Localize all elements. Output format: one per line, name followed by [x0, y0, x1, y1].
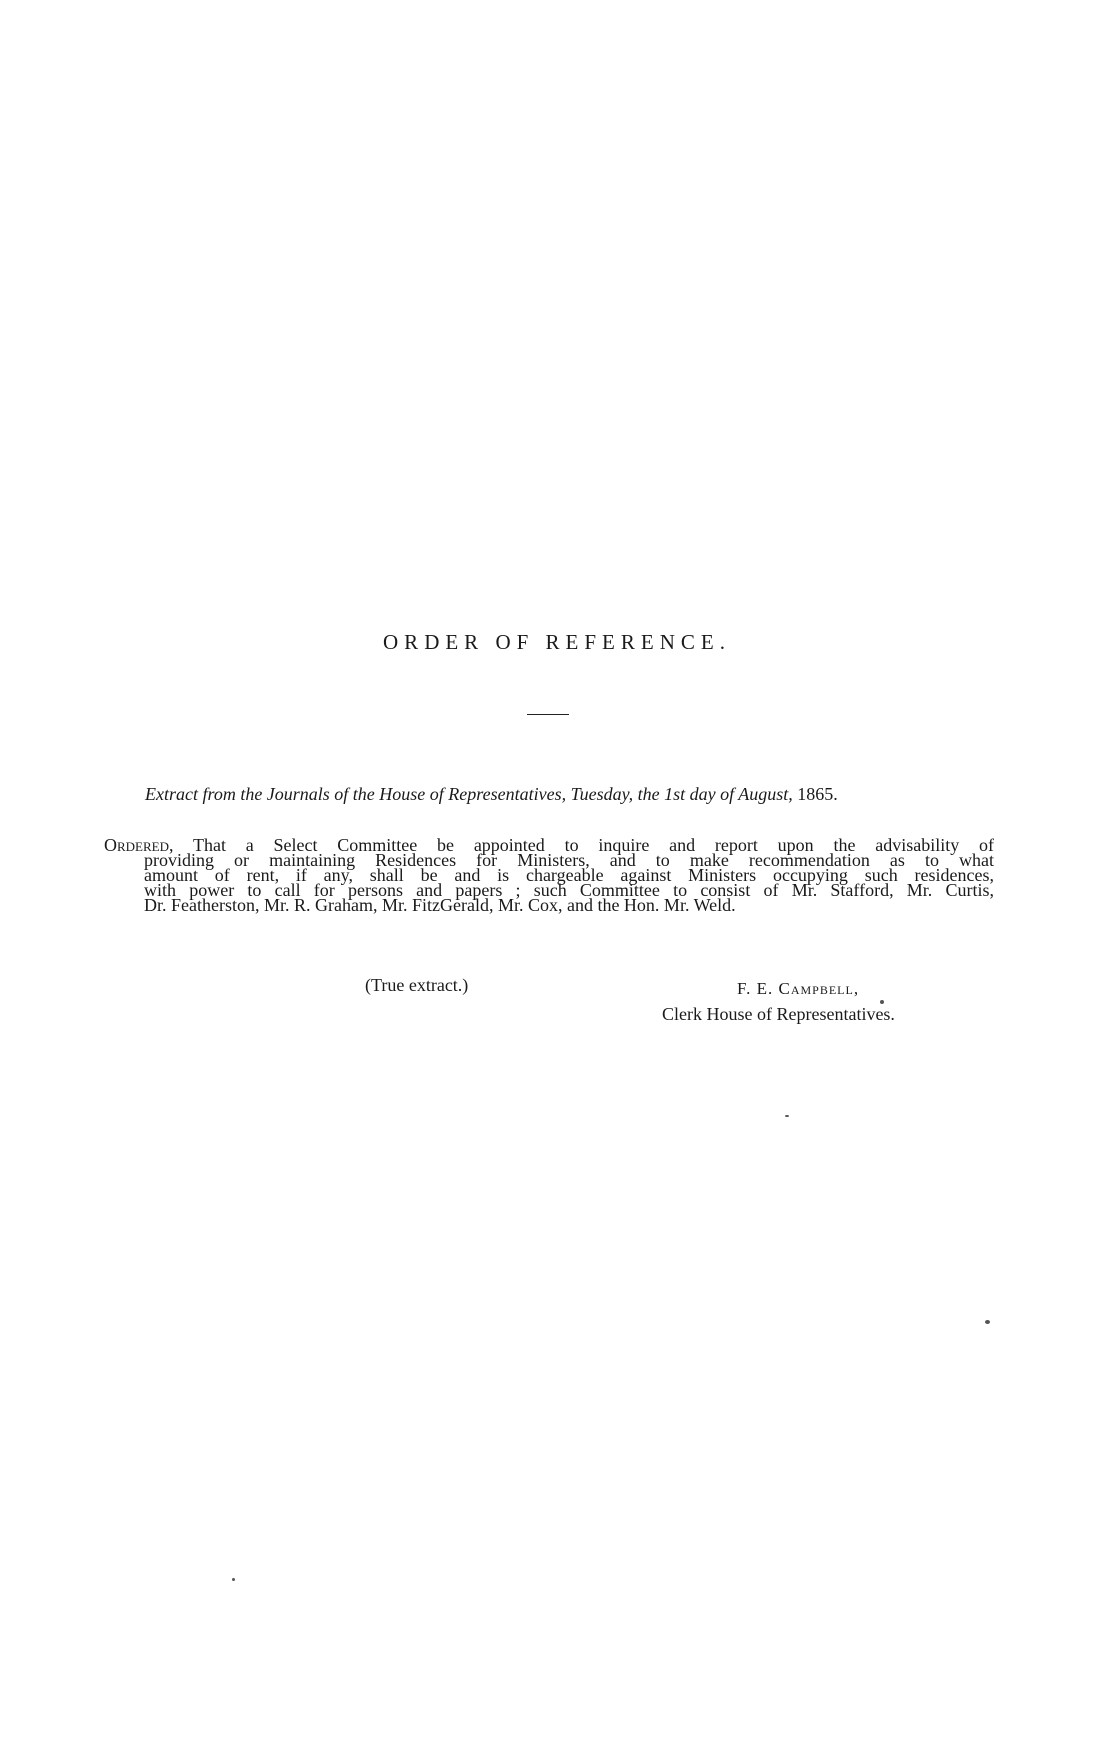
order-line-4: with power to call for persons and papers ; such Committee to consist of Mr. Stafford, Mr. Curtis, — [144, 880, 994, 900]
signatory-title: Clerk House of Representatives. — [662, 1004, 895, 1024]
true-extract-note: (True extract.) — [365, 975, 469, 995]
signatory-initials: F. E. — [737, 979, 774, 998]
scan-speck — [985, 1320, 990, 1324]
title-divider — [527, 714, 569, 715]
signatory-name — [737, 979, 859, 999]
order-paragraph — [104, 835, 994, 915]
scan-speck — [785, 1115, 789, 1117]
page-title: ORDER OF REFERENCE. — [383, 630, 731, 654]
order-line-5: Dr. Featherston, Mr. R. Graham, Mr. FitzGerald, Mr. Cox, and the Hon. Mr. Weld. — [144, 895, 736, 915]
extract-citation — [145, 784, 975, 805]
signatory-surname: Campbell, — [778, 979, 860, 998]
order-line-3: amount of rent, if any, shall be and is chargeable against Ministers occupying such residences, — [144, 865, 994, 885]
ordered-word: Ordered, — [104, 835, 174, 855]
extract-citation-text: Extract from the Journals of the House of Representatives, Tuesday, the 1st day of August, — [145, 784, 793, 804]
scan-speck — [880, 1000, 884, 1004]
order-line-1-text: That a Select Committee be appointed to inquire and report upon the advisability of — [192, 835, 994, 855]
extract-citation-year: 1865. — [797, 784, 838, 804]
order-line-2: providing or maintaining Residences for Ministers, and to make recommendation as to what — [144, 850, 994, 870]
scan-speck — [232, 1578, 235, 1581]
